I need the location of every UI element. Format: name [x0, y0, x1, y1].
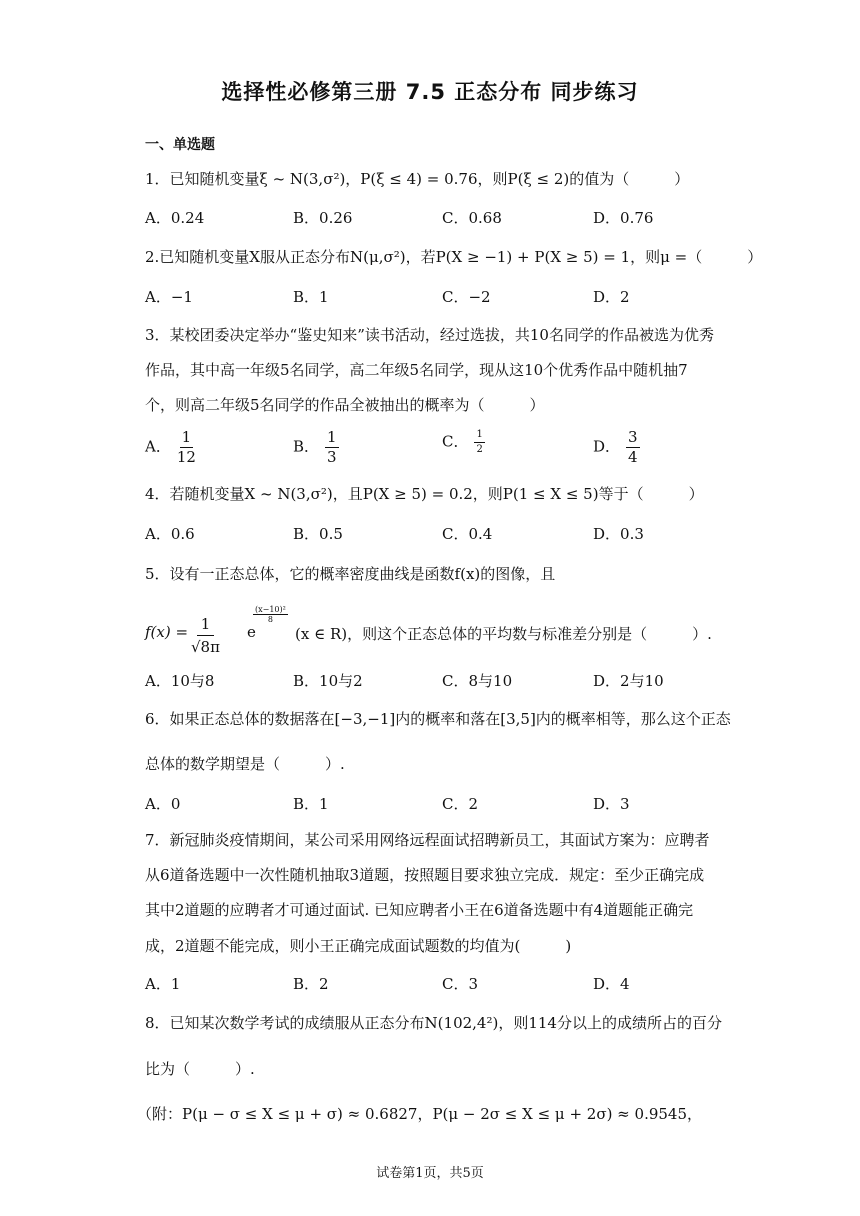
question-1-text: 1．已知随机变量ξ ~ N(3,σ²)，P(ξ ≤ 4) = 0.76，则P(ξ ≤ 2)的值为（ ）: [145, 170, 690, 188]
question-1-options: [145, 207, 745, 229]
option-c[interactable]: C．0.68: [442, 209, 502, 227]
option-c[interactable]: C．−2: [442, 288, 491, 306]
question-3-line-3: 个，则高二年级5名同学的作品全被抽出的概率为（ ）: [145, 396, 545, 414]
question-7-line-1: 7．新冠肺炎疫情期间，某公司采用网络远程面试招聘新员工，其面试方案为：应聘者: [145, 831, 710, 849]
formula-exponent: (x−10)² 8: [255, 605, 286, 624]
page-title: 选择性必修第三册 7.5 正态分布 同步练习: [221, 80, 639, 104]
option-b[interactable]: B．0.26: [293, 209, 353, 227]
question-8-line-3: （附：P(μ − σ ≤ X ≤ μ + σ) ≈ 0.6827，P(μ − 2σ ≤ X ≤ μ + 2σ) ≈ 0.9545，: [137, 1105, 703, 1123]
question-6-options: [145, 793, 745, 815]
question-6-line-1: 6．如果正态总体的数据落在[−3,−1]内的概率和落在[3,5]内的概率相等，那么这个正态: [145, 710, 731, 728]
fraction: $\frac{1}{12}$: [176, 428, 196, 466]
option-c[interactable]: C． $\frac{1}{2}$: [442, 429, 483, 455]
fraction: $\frac{1}{3}$: [327, 428, 337, 466]
question-6-line-2: 总体的数学期望是（ ）.: [145, 755, 345, 773]
question-8-line-1: 8．已知某次数学考试的成绩服从正态分布N(102,4²)，则114分以上的成绩所占的百分: [145, 1014, 722, 1032]
question-3-options: [145, 430, 745, 470]
option-b[interactable]: B．0.5: [293, 525, 343, 543]
fraction: $\frac{3}{4}$: [628, 428, 638, 466]
question-7-line-3: 其中2道题的应聘者才可通过面试. 已知应聘者小王在6道备选题中有4道题能正确完: [145, 901, 694, 919]
option-a[interactable]: A．−1: [145, 288, 193, 306]
option-b[interactable]: B．1: [293, 288, 329, 306]
question-5-line-1: 5．设有一正态总体，它的概率密度曲线是函数f(x)的图像，且: [145, 565, 556, 583]
exam-page: 选择性必修第三册 7.5 正态分布 同步练习 一、单选题 1．已知随机变量ξ ~ N(3,σ²)，P(ξ ≤ 4) = 0.76，则P(ξ ≤ 2)的值为（ ） A．0.24 B．0.26 C．0.68 D．0.76 2.已知随机变量X服从正态分布N(μ,σ²)，若P(X ≥ −1) + P(X ≥ 5) = 1，则μ =（ ） A．−1 B．1 C．−2 D．2 3．某校团委决定举办“鉴史知来”读书活动，经过选拔，共10名同学的作品被选为优秀 作品，其中高一年级5名同学，高二年级5名同学，现从这10个优秀作品中随机抽7 个，则高二年级5名同学的作品全被抽出的概率为（ ） A． $\frac{1}{12}$ B． $\frac{1}{3}$ C． $\frac{1}{2}$ D． $\frac{3}{4}$ 4．若随机变量X ~ N(3,σ²)，且P(X ≥ 5) = 0.2，则P(1 ≤ X ≤ 5)等于（ ） A．0.6 B．0.5 C．0.4 D．0.3 5．设有一正态总体，它的概率密度曲线是函数f(x)的图像，且 f(x) = $\frac{1}{√8\pi}$ e (x−10)² 8 (x ∈ R)，则这个正态总体的平均数与标准差分别是（ ）. A．10与8 B．10与2 C．8与10 D．2与10 6．如果正态总体的数据落在[−3,−1]内的概率和落在[3,5]内的概率相等，那么这个正态 总体的数学期望是（ ）. A．0 B．1 C．2 D．3 7．新冠肺炎疫情期间，某公司采用网络远程面试招聘新员工，其面试方案为：应聘者 从6道备选题中一次性随机抽取3道题，按照题目要求独立完成．规定：至少正确完成 其中2道题的应聘者才可通过面试. 已知应聘者小王在6道备选题中有4道题能正确完 成，2道题不能完成，则小王正确完成面试题数的均值为( ) A．1 B．2 C．3 D．4 8．已知某次数学考试的成绩服从正态分布N(102,4²)，则114分以上的成绩所占的百分 比为（ ）. （附：P(μ − σ ≤ X ≤ μ + σ) ≈ 0.6827，P(μ − 2σ ≤ X ≤ μ + 2σ) ≈ 0.9545， 试卷第1页，共5页: [0, 0, 860, 1216]
option-d[interactable]: D．4: [593, 975, 630, 993]
option-a[interactable]: A．1: [145, 975, 181, 993]
question-7-options: [145, 973, 745, 995]
option-b[interactable]: B．1: [293, 795, 329, 813]
option-b[interactable]: B．2: [293, 975, 329, 993]
option-b[interactable]: B． $\frac{1}{3}$: [293, 428, 337, 466]
option-b[interactable]: B．10与2: [293, 672, 363, 690]
question-8-line-2: 比为（ ）.: [145, 1060, 255, 1078]
question-7-line-4: 成，2道题不能完成，则小王正确完成面试题数的均值为( ): [145, 937, 572, 955]
question-3-line-1: 3．某校团委决定举办“鉴史知来”读书活动，经过选拔，共10名同学的作品被选为优秀: [145, 326, 714, 344]
option-d[interactable]: D．2: [593, 288, 630, 306]
option-a[interactable]: A．0.6: [145, 525, 195, 543]
question-4-options: [145, 523, 745, 545]
option-c[interactable]: C．8与10: [442, 672, 513, 690]
option-d[interactable]: D．0.3: [593, 525, 644, 543]
question-7-line-2: 从6道备选题中一次性随机抽取3道题，按照题目要求独立完成．规定：至少正确完成: [145, 866, 705, 884]
option-c[interactable]: C．0.4: [442, 525, 493, 543]
question-2-text: 2.已知随机变量X服从正态分布N(μ,σ²)，若P(X ≥ −1) + P(X ≥ 5) = 1，则μ =（ ）: [145, 248, 763, 266]
option-a[interactable]: A． $\frac{1}{12}$: [145, 428, 196, 466]
page-footer: 试卷第1页，共5页: [376, 1166, 484, 1181]
question-4-text: 4．若随机变量X ~ N(3,σ²)，且P(X ≥ 5) = 0.2，则P(1 ≤ X ≤ 5)等于（ ）: [145, 485, 704, 503]
option-a[interactable]: A．10与8: [145, 672, 215, 690]
option-d[interactable]: D． $\frac{3}{4}$: [593, 428, 638, 466]
section-heading: 一、单选题: [145, 137, 215, 153]
question-2-options: [145, 286, 745, 308]
option-c[interactable]: C．2: [442, 795, 479, 813]
question-3-line-2: 作品，其中高一年级5名同学，高二年级5名同学，现从这10个优秀作品中随机抽7: [145, 361, 688, 379]
fraction: $\frac{1}{2}$: [476, 429, 483, 455]
question-5-options: [145, 670, 745, 692]
option-d[interactable]: D．0.76: [593, 209, 654, 227]
formula-fraction: $\frac{1}{√8\pi}$: [191, 615, 220, 656]
option-a[interactable]: A．0.24: [145, 209, 205, 227]
option-c[interactable]: C．3: [442, 975, 479, 993]
option-d[interactable]: D．2与10: [593, 672, 664, 690]
option-d[interactable]: D．3: [593, 795, 630, 813]
option-a[interactable]: A．0: [145, 795, 181, 813]
